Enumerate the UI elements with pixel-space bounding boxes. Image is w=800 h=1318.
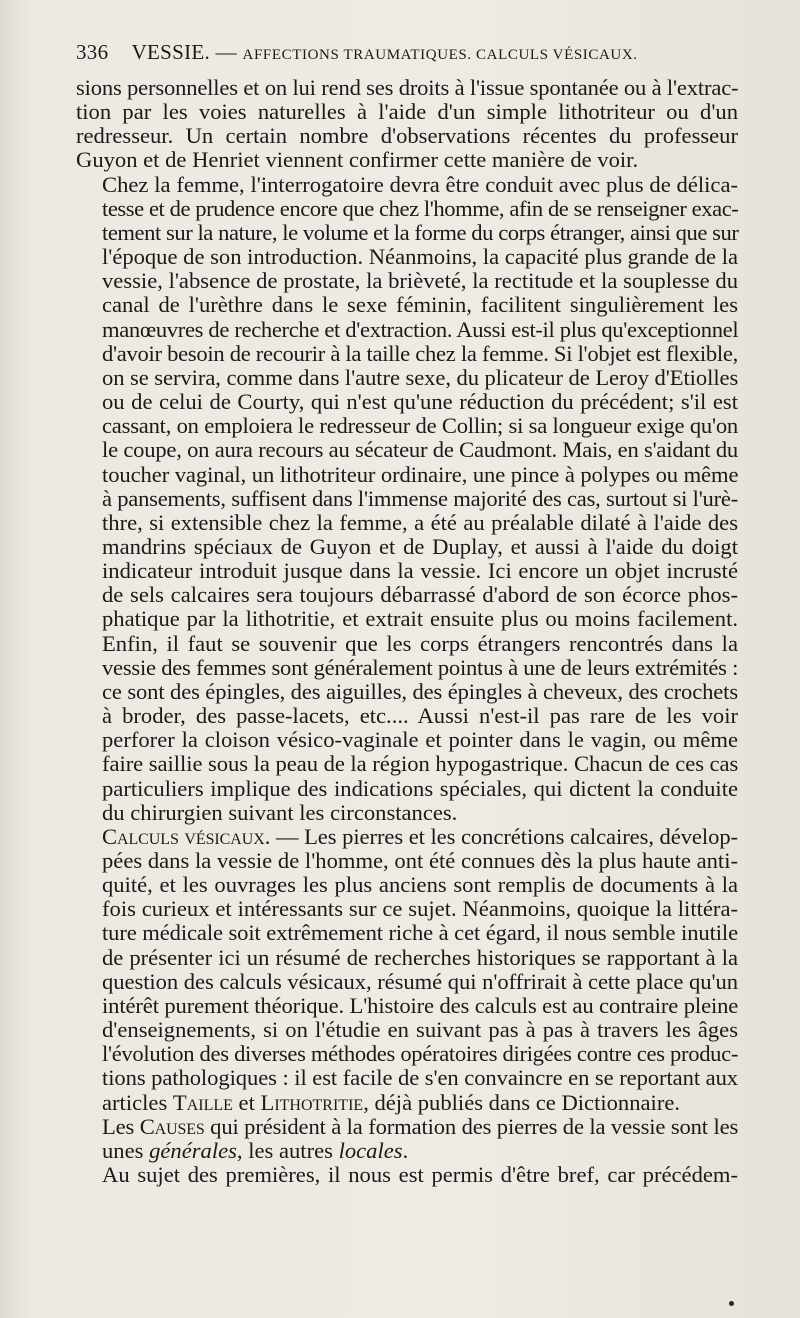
text-line: Enfin, il faut se souvenir que les corps étrangers rencontrés dans la	[102, 630, 738, 656]
text-line: d'avoir besoin de recourir à la taille chez la femme. Si l'objet est flexible,	[102, 340, 738, 366]
header-subtitle: AFFECTIONS TRAUMATIQUES. CALCULS VÉSICAUX.	[242, 47, 638, 63]
text-line	[76, 1139, 738, 1163]
text-line: à broder, des passe-lacets, etc.... Aussi n'est-il pas rare de les voir	[102, 703, 738, 729]
text-line: à pansements, suffisent dans l'immense majorité des cas, surtout si l'urè-	[102, 485, 738, 511]
text-line: le coupe, on aura recours au sécateur de Caudmont. Mais, en s'aidant du	[102, 437, 738, 463]
text-run: articles	[102, 1089, 173, 1115]
text-line: question des calculs vésicaux, résumé qui n'offrirait à cette place qu'un	[102, 968, 738, 994]
paragraph	[76, 1115, 738, 1163]
text-line: intérêt purement théorique. L'histoire des calculs est au contraire pleine	[102, 992, 739, 1018]
term-causes: Causes	[139, 1113, 205, 1139]
text-line: redresseur. Un certain nombre d'observations récentes du professeur	[76, 123, 738, 149]
paragraph	[76, 1163, 738, 1187]
text-line: manœuvres de recherche et d'extraction. Aussi est-il plus qu'exceptionnel	[102, 316, 739, 342]
text-line: l'évolution des diverses méthodes opératoires dirigées contre ces produc-	[102, 1041, 739, 1067]
text-line: vessie des femmes sont généralement pointus à une de leurs extrémités :	[102, 654, 739, 680]
paragraph	[76, 825, 738, 1115]
article-ref-lithotritie: Lithotritie	[260, 1089, 364, 1115]
text-line: tesse et de prudence encore que chez l'homme, afin de se renseigner exac-	[102, 195, 739, 221]
text-line: faire saillie sous la peau de la région hypogastrique. Chacun de ces cas	[102, 751, 739, 777]
text-line	[76, 1091, 738, 1115]
text-line: vessie, l'absence de prostate, la brièveté, la rectitude et la souplesse du	[102, 268, 738, 294]
article-ref-taille: Taille	[172, 1089, 233, 1115]
text-run: unes	[102, 1137, 150, 1163]
text-line: Chez la femme, l'interrogatoire devra être conduit avec plus de délica-	[102, 171, 738, 197]
section-heading: Calculs vésicaux.	[102, 823, 271, 849]
paragraph	[76, 173, 738, 825]
text-run: et	[232, 1089, 261, 1115]
text-line: cassant, on emploiera le redresseur de Collin; si sa longueur exige qu'on	[102, 413, 738, 439]
text-line: ce sont des épingles, des aiguilles, des épingles à cheveux, des crochets	[102, 678, 739, 704]
page-number: 336	[76, 40, 109, 64]
text-line: ture médicale soit extrêmement riche à cet égard, il nous semble inutile	[102, 920, 738, 946]
text-line: sions personnelles et on lui rend ses droits à l'issue spontanée ou à l'extrac-	[76, 75, 739, 100]
text-line	[76, 825, 738, 849]
text-line: pées dans la vessie de l'homme, ont été connues dès la plus haute anti-	[102, 848, 738, 873]
text-line: indicateur introduit jusque dans la vessie. Ici encore un objet incrusté	[102, 558, 738, 584]
header-title: VESSIE.	[131, 40, 211, 64]
term-generales: générales	[149, 1137, 237, 1163]
text-line: l'époque de son introduction. Néanmoins, la capacité plus grande de la	[102, 244, 738, 270]
text-line: tement sur la nature, le volume et la forme du corps étranger, ainsi que sur	[102, 219, 739, 245]
text-run: , les autres	[236, 1137, 339, 1163]
text-line: d'enseignements, si on l'étudie en suivant pas à pas à travers les âges	[102, 1017, 738, 1043]
text-line: tions pathologiques : il est facile de s'en convaincre en se reportant aux	[102, 1065, 738, 1091]
term-locales: locales	[338, 1137, 403, 1163]
text-line: tion par les voies naturelles à l'aide d'un simple lithotriteur ou d'un	[76, 99, 738, 125]
text-run: — Les pierres et les concrétions calcaires, dévelop-	[270, 823, 738, 849]
body-text	[76, 76, 738, 1187]
paragraph	[76, 76, 738, 173]
text-run: , déjà publiés dans ce Dictionnaire.	[363, 1089, 681, 1115]
text-line: fois curieux et intéressants sur ce sujet. Néanmoins, quoique la littéra-	[102, 896, 738, 922]
text-line	[76, 1115, 738, 1139]
text-line: Guyon et de Henriet viennent confirmer cette manière de voir.	[76, 147, 639, 173]
text-line: Au sujet des premières, il nous est permis d'être bref, car précédem-	[102, 1162, 738, 1188]
text-line: quité, et les ouvrages les plus anciens sont remplis de documents à la	[102, 872, 738, 898]
text-line: thre, si extensible chez la femme, a été au préalable dilaté à l'aide des	[102, 509, 738, 535]
text-run: Les	[102, 1113, 140, 1139]
text-run: .	[402, 1137, 409, 1163]
ink-speck	[729, 1301, 734, 1306]
text-line: phatique par la lithotritie, et extrait ensuite plus ou moins facilement.	[102, 606, 738, 632]
text-line: perforer la cloison vésico-vaginale et pointer dans le vagin, ou même	[102, 727, 738, 753]
text-line: particuliers implique des indications spéciales, qui dictent la conduite	[102, 775, 738, 801]
text-line: on se servira, comme dans l'autre sexe, du plicateur de Leroy d'Etiolles	[102, 364, 739, 390]
text-line: de sels calcaires sera toujours débarrassé d'abord de son écorce phos-	[102, 582, 738, 608]
text-line: de présenter ici un résumé de recherches historiques se rapportant à la	[102, 944, 738, 970]
text-line: canal de l'urèthre dans le sexe féminin, facilitent singulièrement les	[102, 292, 738, 318]
text-line: mandrins spéciaux de Guyon et de Duplay, et aussi à l'aide du doigt	[102, 533, 738, 559]
text-line: du chirurgien suivant les circonstances.	[102, 799, 458, 825]
text-run: qui président à la formation des pierres de la vessie sont les	[204, 1113, 739, 1139]
header-dash: —	[215, 40, 237, 64]
text-line: ou de celui de Courty, qui n'est qu'une réduction du précédent; s'il est	[102, 389, 738, 415]
text-line: toucher vaginal, un lithotriteur ordinaire, une pince à polypes ou même	[102, 461, 739, 487]
running-header	[76, 40, 736, 65]
